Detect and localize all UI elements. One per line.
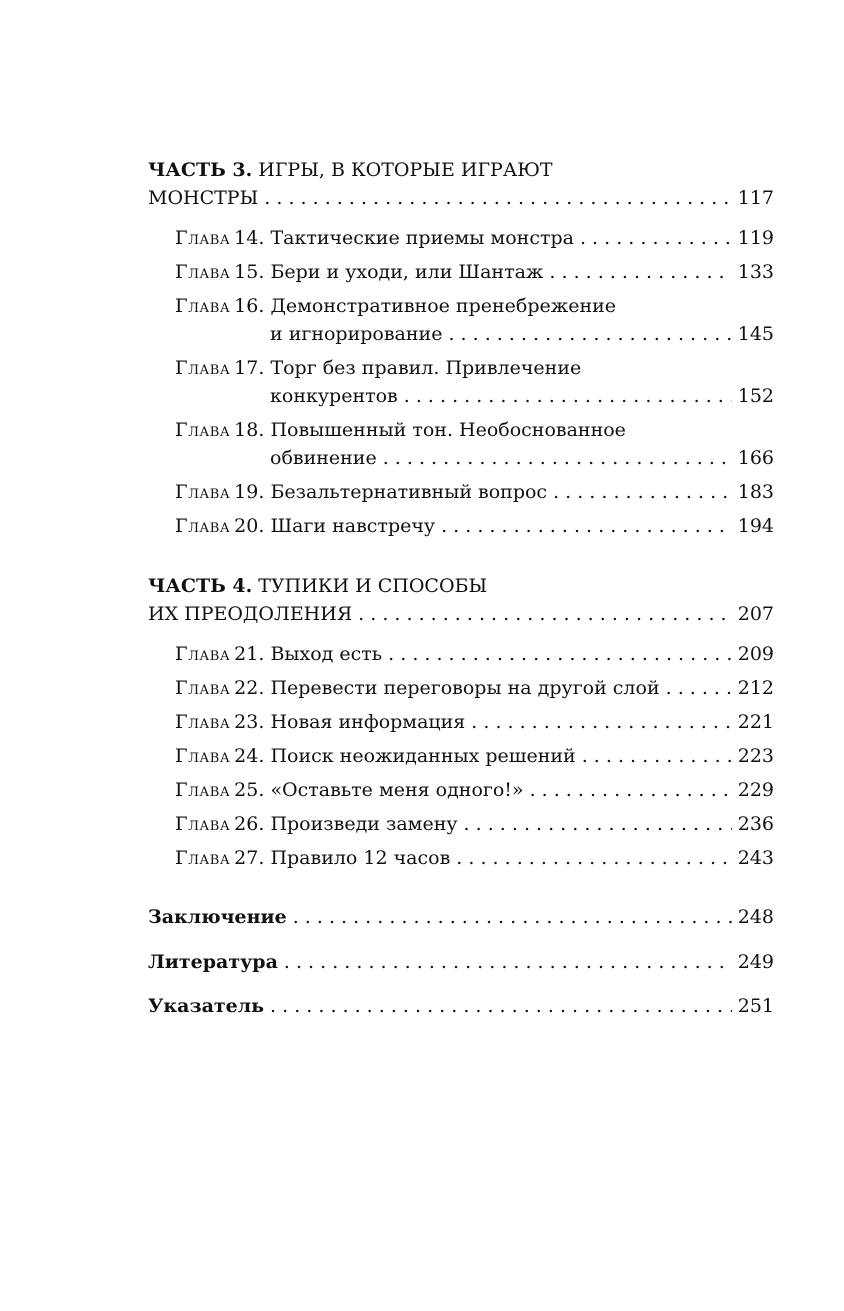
chapter-prefix: Глава (175, 227, 231, 249)
chapter-page: 145 (737, 323, 774, 345)
part3-page: 117 (737, 187, 774, 209)
chapter-prefix: Глава (175, 515, 231, 537)
chapter-prefix: Глава (175, 261, 231, 283)
dot-leader (270, 992, 732, 1020)
dot-leader (582, 742, 732, 770)
chapter-title: Повышенный тон. Необоснованное (270, 419, 626, 441)
part4-title-line1: ТУПИКИ И СПОСОБЫ (258, 575, 488, 597)
chapter-number: 15. (234, 261, 265, 283)
chapter-title-cont: конкурентов (270, 385, 398, 407)
chapter-title: Шаги навстречу (270, 515, 436, 537)
part3-title-line2: МОНСТРЫ (148, 187, 259, 209)
chapter-number: 20. (234, 515, 265, 537)
toc-entry-ch20[interactable] (175, 512, 774, 540)
chapter-page: 223 (737, 745, 774, 767)
chapter-prefix: Глава (175, 711, 231, 733)
chapter-page: 209 (737, 643, 774, 665)
chapter-title: Произведи замену (270, 813, 458, 835)
chapter-page: 166 (737, 447, 774, 469)
dot-leader (264, 184, 731, 212)
toc-entry-ch18-cont[interactable] (270, 444, 774, 472)
dot-leader (441, 512, 732, 540)
chapter-title: Выход есть (270, 643, 383, 665)
dot-leader (666, 674, 732, 702)
toc-entry-ch24[interactable] (175, 742, 774, 770)
toc-entry-ch15[interactable] (175, 258, 774, 286)
chapter-title-cont: обвинение (270, 447, 377, 469)
dot-leader (553, 478, 732, 506)
dot-leader (549, 258, 731, 286)
back-matter-title: Указатель (148, 995, 265, 1017)
chapter-title: «Оставьте меня одного!» (270, 779, 524, 801)
chapter-title: Поиск неожиданных решений (270, 745, 576, 767)
dot-leader (284, 948, 732, 976)
part3-heading (148, 156, 774, 184)
toc-entry-ch17-cont[interactable] (270, 382, 774, 410)
chapter-prefix: Глава (175, 677, 231, 699)
chapter-title: Бери и уходи, или Шантаж (270, 261, 544, 283)
chapter-prefix: Глава (175, 419, 231, 441)
toc-entry-ch27[interactable] (175, 844, 774, 872)
chapter-number: 21. (234, 643, 265, 665)
part4-title-line2: ИХ ПРЕОДОЛЕНИЯ (148, 603, 353, 625)
back-matter-title: Литература (148, 951, 278, 973)
chapter-prefix: Глава (175, 847, 231, 869)
chapter-number: 24. (234, 745, 265, 767)
dot-leader (530, 776, 732, 804)
part4-entry[interactable] (148, 600, 774, 628)
dot-leader (448, 320, 731, 348)
part4-page: 207 (737, 603, 774, 625)
chapter-number: 25. (234, 779, 265, 801)
toc-entry-literature[interactable] (148, 948, 774, 976)
chapter-prefix: Глава (175, 643, 231, 665)
chapter-number: 18. (234, 419, 265, 441)
chapter-title: Правило 12 часов (270, 847, 451, 869)
chapter-page: 183 (737, 481, 774, 503)
chapter-title: Демонстративное пренебрежение (270, 295, 617, 317)
chapter-prefix: Глава (175, 481, 231, 503)
chapter-number: 23. (234, 711, 265, 733)
chapter-page: 133 (737, 261, 774, 283)
toc-entry-ch14[interactable] (175, 224, 774, 252)
chapter-page: 236 (737, 813, 774, 835)
chapter-prefix: Глава (175, 295, 231, 317)
back-matter-page: 251 (737, 995, 774, 1017)
chapter-page: 243 (737, 847, 774, 869)
back-matter-page: 248 (737, 906, 774, 928)
back-matter-page: 249 (737, 951, 774, 973)
chapter-title: Безальтернативный вопрос (270, 481, 548, 503)
chapter-number: 26. (234, 813, 265, 835)
toc-entry-ch16-cont[interactable] (270, 320, 774, 348)
chapter-title: Торг без правил. Привлечение (270, 357, 582, 379)
part3-title-line1: ИГРЫ, В КОТОРЫЕ ИГРАЮТ (258, 159, 553, 181)
chapter-title: Тактические приемы монстра (270, 227, 574, 249)
back-matter-title: Заключение (148, 906, 287, 928)
toc-entry-index[interactable] (148, 992, 774, 1020)
dot-leader (580, 224, 732, 252)
toc-entry-ch22[interactable] (175, 674, 774, 702)
chapter-title: Новая информация (270, 711, 466, 733)
toc-entry-ch25[interactable] (175, 776, 774, 804)
dot-leader (464, 810, 732, 838)
part4-label: ЧАСТЬ 4. (148, 575, 253, 597)
dot-leader (404, 382, 732, 410)
chapter-page: 119 (737, 227, 774, 249)
chapter-number: 17. (234, 357, 265, 379)
dot-leader (471, 708, 731, 736)
chapter-number: 14. (234, 227, 265, 249)
chapter-page: 229 (737, 779, 774, 801)
chapter-page: 221 (737, 711, 774, 733)
chapter-number: 16. (234, 295, 265, 317)
toc-entry-ch16[interactable] (175, 292, 774, 320)
chapter-number: 27. (234, 847, 265, 869)
chapter-title-cont: и игнорирование (270, 323, 443, 345)
dot-leader (293, 903, 732, 931)
part3-entry[interactable] (148, 184, 774, 212)
dot-leader (388, 640, 732, 668)
chapter-prefix: Глава (175, 779, 231, 801)
chapter-number: 19. (234, 481, 265, 503)
chapter-number: 22. (234, 677, 265, 699)
part3-label: ЧАСТЬ 3. (148, 159, 253, 181)
toc-entry-ch18[interactable] (175, 416, 774, 444)
chapter-prefix: Глава (175, 357, 231, 379)
toc-entry-ch19[interactable] (175, 478, 774, 506)
toc-entry-ch21[interactable] (175, 640, 774, 668)
toc-entry-ch17[interactable] (175, 354, 774, 382)
toc-entry-ch23[interactable] (175, 708, 774, 736)
part4-heading (148, 572, 774, 600)
dot-leader (383, 444, 732, 472)
chapter-prefix: Глава (175, 813, 231, 835)
dot-leader (358, 600, 732, 628)
chapter-title: Перевести переговоры на другой слой (270, 677, 660, 699)
toc-entry-ch26[interactable] (175, 810, 774, 838)
toc-entry-conclusion[interactable] (148, 903, 774, 931)
chapter-page: 194 (737, 515, 774, 537)
chapter-page: 212 (737, 677, 774, 699)
chapter-prefix: Глава (175, 745, 231, 767)
dot-leader (456, 844, 731, 872)
chapter-page: 152 (737, 385, 774, 407)
